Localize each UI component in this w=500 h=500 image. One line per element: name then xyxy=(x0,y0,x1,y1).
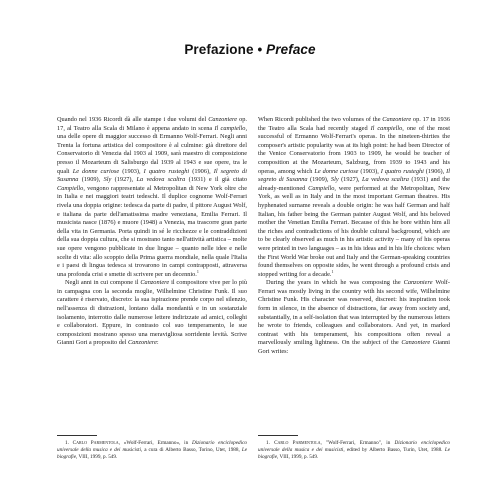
text-run: Gianni Gori writes: xyxy=(258,339,451,356)
footnote-number: 1. xyxy=(65,440,69,446)
text-run: Wolf-Ferrari was mostly living in the country with his second wife, Wilhelmine Christine Funk. His character was reserved, discreet: his inspiration took form in silence, in the absence of distractions, far away from society and, substantially, in a self-isolation that was interrupted by the numerous letters he wrote to friends, colleagues and collaborators. And yet, in marked contrast with his temperament, his compositions often reveal a marvellously smiling lightness. On the subject of the xyxy=(258,279,450,347)
work-title: Dizionario enciclopedico universale della musica e dei musicisti xyxy=(258,440,450,453)
title-separator: • xyxy=(257,42,263,57)
text-run: (1927), xyxy=(111,176,137,184)
text-run: , one of the most successful of Ermanno Wolf-Ferrari's operas. In the nineteen-thirties the composer's artistic popularity was at its high point: he had been Director of the Venice Conservatorio from 1903 to 1909, he would be teacher of composition at the Mozarteum, Salzburg, from 1939 to 1943 and his operas, among which xyxy=(258,124,450,175)
page-title xyxy=(0,42,500,57)
work-title: Il segreto di Susanna xyxy=(258,167,450,184)
text-run: (1909), xyxy=(78,176,104,184)
text-run: , VIII, 1999, p. 549. xyxy=(277,454,319,460)
text-run: , edited by Alberto Basso, Turin, Utet, 1988. xyxy=(343,447,445,453)
footnote-divider xyxy=(57,435,97,436)
footnote-author: Carlo Parmentola xyxy=(274,440,321,446)
work-title: Campiello xyxy=(308,184,335,192)
title-italian: Prefazione xyxy=(184,42,254,57)
footnote-author: Carlo Parmentola xyxy=(72,440,119,446)
text-run: (1906), xyxy=(189,167,214,175)
italian-paragraph-2 xyxy=(57,279,247,348)
work-title: Il campiello xyxy=(214,124,246,132)
english-footnote xyxy=(258,440,450,461)
footnote-ref[interactable]: 1 xyxy=(331,268,334,274)
text-run: , vengono rappresentate al Metropolitan di New York oltre che in Italia e nei maggiori teatri tedeschi. Il duplice cognome Wolf-Ferrari rivela una doppia origine: tedesca da parte di padre, il pittore August Wolf, e italiana da parte dell'amatissima madre veneziana, Emilia Ferrari. Il musicista nasce (1876) e muore (1948) a Venezia, ma trascorre gran parte della vita in Germania. Porta quindi in sé le ricchezze e le contraddizioni della sua doppia cultura, che si mostrano tanto nell'attività artistica – molte sue opere vengono pubblicate in due lingue – quanto nelle idee e nelle scelte di vita: allo scoppio della Prima guerra mondiale, nella quale l'Italia e i paesi di lingua tedesca si trovarono in campi contrapposti, attraversa una profonda crisi e smette di scrivere per un decennio. xyxy=(57,184,247,278)
work-title: I quatro rusteghi xyxy=(380,167,424,175)
italian-footnote xyxy=(57,440,247,461)
text-run: Quando nel 1936 Ricordi dà alle stampe i due volumi del xyxy=(57,116,209,123)
text-run: op. 17, al Teatro alla Scala di Milano è appena andato in scena xyxy=(57,116,247,132)
italian-text-column xyxy=(57,116,247,348)
work-title: Canzoniere xyxy=(401,339,431,347)
english-paragraph-2 xyxy=(258,279,450,356)
text-run: Negli anni in cui compone il xyxy=(65,279,141,287)
text-run: , "Wolf-Ferrari, Ermanno", in xyxy=(320,440,395,446)
text-run: , a cura di Alberto Basso, Torino, Utet, 1988, xyxy=(140,447,242,453)
work-title: Canzoniere xyxy=(140,279,170,287)
text-run: : xyxy=(156,339,159,347)
text-run: , were performed at the Metropolitan, New York, as well as in Italy and in the most important German theatres. His hyphenated surname reveals a double origin: he was half German and half Italian, his father being the German painter August Wolf, and his beloved mother the Venetian Emilia Ferrari. Because of this he bore within him all the riches and contradictions of his double cultural background, which are to be clearly observed as much in his artistic activity – many of his operas were printed in two languages – as in his ideas and in his life choices: when the First World War broke out and Italy and the German-speaking countries found themselves on opposite sides, he went through a profound crisis and stopped writing for a decade. xyxy=(258,184,450,278)
work-title: Canzoniere xyxy=(382,116,412,123)
work-title: Il campiello xyxy=(370,124,403,132)
work-title: Canzoniere xyxy=(208,116,238,123)
italian-paragraph-1 xyxy=(57,116,247,279)
work-title: Il segreto di Susanna xyxy=(57,167,247,184)
english-paragraph-1 xyxy=(258,116,450,279)
footnote-number: 1. xyxy=(266,440,270,446)
work-title: Sly xyxy=(330,176,339,184)
work-title: Le biografie xyxy=(258,447,450,460)
work-title: Canzoniere xyxy=(403,279,433,287)
text-run: During the years in which he was composing the xyxy=(266,279,404,287)
text-run: il compositore vive per lo più in campagna con la seconda moglie, Wilhelmine Christine Funk. Il suo carattere è riservato, discreto: la sua ispirazione prende corpo nel silenzio, nell'assenza di distrazioni, lontano dalla mondanità e in un sostanziale isolamento, interrotto dalle numerose lettere indirizzate ad amici, colleghi e collaboratori. Eppure, in contrasto col suo temperamento, le sue composizioni mostrano spesso una meravigliosa sorridente levità. Scrive Gianni Gori a proposito del xyxy=(57,279,247,347)
text-run: (1906), xyxy=(423,167,447,175)
work-title: Le donne curiose xyxy=(72,167,120,175)
text-run: (1903), xyxy=(119,167,144,175)
work-title: Le biografie xyxy=(57,447,248,460)
work-title: La vedova scaltra xyxy=(136,176,186,184)
english-text-column xyxy=(258,116,450,357)
text-run: , «Wolf-Ferrari, Ermanno», in xyxy=(118,440,192,446)
work-title: La vedova scaltra xyxy=(361,176,409,184)
work-title: Sly xyxy=(103,176,112,184)
work-title: Dizionario enciclopedico universale della musica e dei musicisti xyxy=(57,440,247,453)
text-run: (1909), xyxy=(307,176,331,184)
text-run: When Ricordi published the two volumes of the xyxy=(258,116,383,123)
footnote-divider xyxy=(258,435,298,436)
title-english: Preface xyxy=(266,42,316,57)
text-run: , una delle opere di maggior successo di Ermanno Wolf-Ferrari. Negli anni Trenta la fortuna artistica del compositore è al culmine: già direttore del Conservatorio di Venezia dal 1903 al 1909, sarà maestro di composizione presso il Mozarteum di Salisburgo dal 1939 al 1943 e sue opere, tra le quali xyxy=(57,124,248,175)
text-run: (1931) and the already-mentioned xyxy=(258,176,450,192)
work-title: Campiello xyxy=(57,184,84,192)
work-title: I quatro rusteghi xyxy=(143,167,190,175)
work-title: Le donne curiose xyxy=(314,167,359,175)
text-run: , VIII, 1999, p. 549. xyxy=(76,454,118,460)
text-run: op. 17 in 1936 the Teatro alla Scala had recently staged xyxy=(258,116,450,132)
text-run: (1927), xyxy=(338,176,362,184)
text-run: (1903), xyxy=(358,167,381,175)
footnote-ref[interactable]: 1 xyxy=(196,268,199,274)
text-run: (1931) e il già citato xyxy=(185,176,247,184)
work-title: Canzoniere xyxy=(128,339,157,347)
